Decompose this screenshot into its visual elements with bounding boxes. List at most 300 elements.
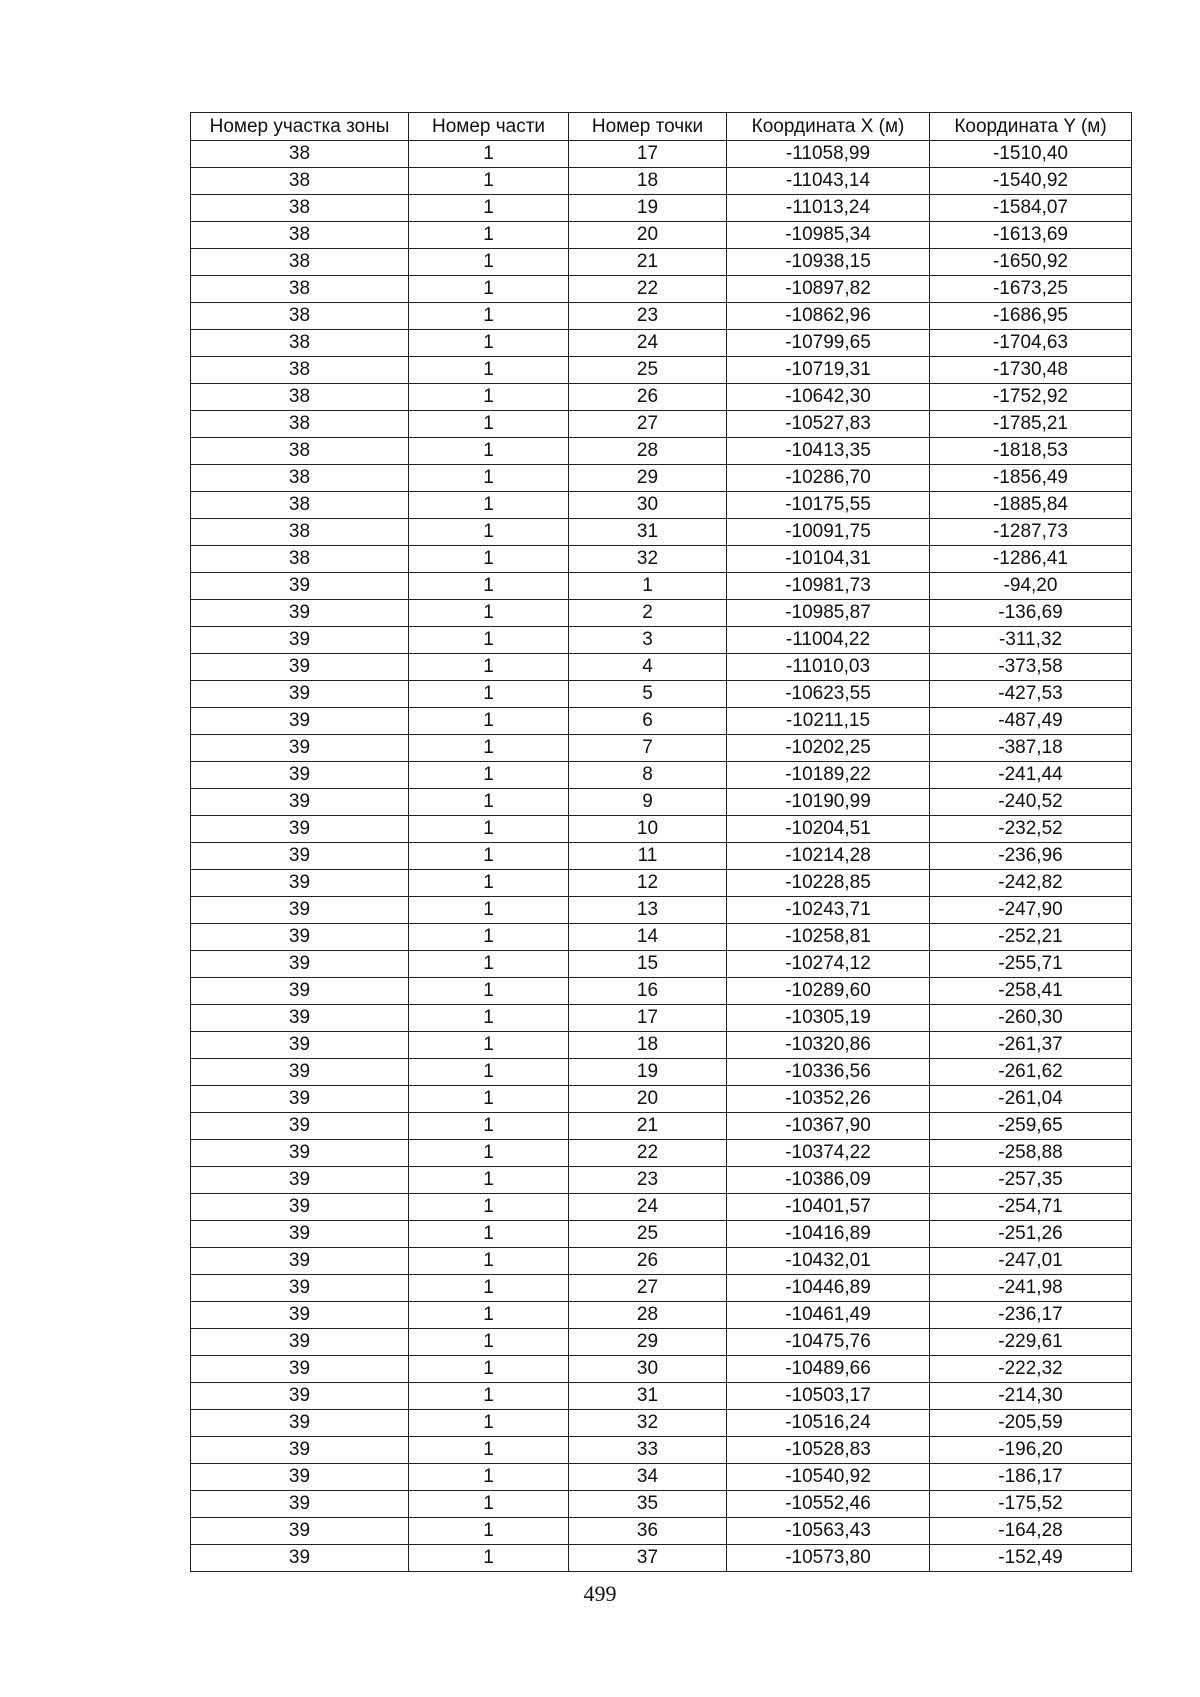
cell-coordinate-x: -10274,12 [727, 951, 930, 978]
cell-part-number: 1 [409, 897, 569, 924]
cell-coordinate-x: -10243,71 [727, 897, 930, 924]
table-row [191, 249, 1132, 276]
cell-coordinate-x: -10386,09 [727, 1167, 930, 1194]
cell-point-number: 22 [569, 276, 727, 303]
cell-coordinate-y: -1818,53 [930, 438, 1132, 465]
cell-part-number: 1 [409, 1491, 569, 1518]
cell-zone-section: 39 [191, 1140, 409, 1167]
cell-coordinate-y: -1704,63 [930, 330, 1132, 357]
cell-part-number: 1 [409, 1248, 569, 1275]
cell-zone-section: 39 [191, 1464, 409, 1491]
cell-point-number: 27 [569, 411, 727, 438]
cell-part-number: 1 [409, 330, 569, 357]
table-row [191, 465, 1132, 492]
table-header [191, 113, 1132, 141]
table-row [191, 654, 1132, 681]
cell-part-number: 1 [409, 1194, 569, 1221]
cell-coordinate-x: -10475,76 [727, 1329, 930, 1356]
cell-part-number: 1 [409, 573, 569, 600]
cell-coordinate-y: -255,71 [930, 951, 1132, 978]
cell-zone-section: 38 [191, 357, 409, 384]
table-row [191, 1275, 1132, 1302]
cell-point-number: 7 [569, 735, 727, 762]
cell-zone-section: 39 [191, 654, 409, 681]
cell-point-number: 17 [569, 141, 727, 168]
cell-coordinate-y: -1785,21 [930, 411, 1132, 438]
cell-part-number: 1 [409, 1005, 569, 1032]
cell-zone-section: 39 [191, 1275, 409, 1302]
cell-part-number: 1 [409, 600, 569, 627]
cell-part-number: 1 [409, 1545, 569, 1572]
cell-zone-section: 39 [191, 870, 409, 897]
cell-coordinate-y: -236,17 [930, 1302, 1132, 1329]
cell-part-number: 1 [409, 654, 569, 681]
cell-part-number: 1 [409, 303, 569, 330]
cell-part-number: 1 [409, 1086, 569, 1113]
cell-coordinate-x: -10336,56 [727, 1059, 930, 1086]
cell-coordinate-y: -261,37 [930, 1032, 1132, 1059]
cell-coordinate-y: -261,62 [930, 1059, 1132, 1086]
table-row [191, 1356, 1132, 1383]
cell-part-number: 1 [409, 924, 569, 951]
cell-zone-section: 39 [191, 600, 409, 627]
cell-zone-section: 38 [191, 276, 409, 303]
cell-coordinate-y: -1885,84 [930, 492, 1132, 519]
cell-point-number: 25 [569, 1221, 727, 1248]
cell-coordinate-x: -10540,92 [727, 1464, 930, 1491]
cell-coordinate-x: -11013,24 [727, 195, 930, 222]
cell-point-number: 36 [569, 1518, 727, 1545]
cell-coordinate-y: -247,90 [930, 897, 1132, 924]
cell-coordinate-x: -11004,22 [727, 627, 930, 654]
cell-point-number: 23 [569, 303, 727, 330]
cell-part-number: 1 [409, 951, 569, 978]
cell-point-number: 31 [569, 1383, 727, 1410]
cell-coordinate-x: -10367,90 [727, 1113, 930, 1140]
cell-point-number: 26 [569, 384, 727, 411]
cell-coordinate-x: -10862,96 [727, 303, 930, 330]
cell-zone-section: 38 [191, 168, 409, 195]
cell-coordinate-x: -10528,83 [727, 1437, 930, 1464]
cell-part-number: 1 [409, 168, 569, 195]
cell-coordinate-x: -10623,55 [727, 681, 930, 708]
cell-point-number: 21 [569, 1113, 727, 1140]
cell-zone-section: 38 [191, 330, 409, 357]
cell-coordinate-x: -10527,83 [727, 411, 930, 438]
cell-coordinate-x: -10190,99 [727, 789, 930, 816]
cell-coordinate-x: -10981,73 [727, 573, 930, 600]
cell-coordinate-y: -1856,49 [930, 465, 1132, 492]
cell-part-number: 1 [409, 195, 569, 222]
cell-coordinate-x: -10642,30 [727, 384, 930, 411]
cell-zone-section: 39 [191, 1545, 409, 1572]
cell-zone-section: 38 [191, 303, 409, 330]
cell-point-number: 24 [569, 1194, 727, 1221]
cell-point-number: 37 [569, 1545, 727, 1572]
cell-coordinate-y: -1584,07 [930, 195, 1132, 222]
table-row [191, 789, 1132, 816]
cell-coordinate-y: -258,41 [930, 978, 1132, 1005]
table-row [191, 519, 1132, 546]
cell-zone-section: 39 [191, 1356, 409, 1383]
table-row [191, 222, 1132, 249]
cell-coordinate-y: -487,49 [930, 708, 1132, 735]
cell-coordinate-x: -10446,89 [727, 1275, 930, 1302]
table-row [191, 573, 1132, 600]
cell-part-number: 1 [409, 627, 569, 654]
cell-zone-section: 38 [191, 411, 409, 438]
table-row [191, 330, 1132, 357]
table-row [191, 1086, 1132, 1113]
cell-coordinate-y: -1286,41 [930, 546, 1132, 573]
cell-coordinate-y: -242,82 [930, 870, 1132, 897]
cell-coordinate-x: -10401,57 [727, 1194, 930, 1221]
table-row [191, 492, 1132, 519]
cell-part-number: 1 [409, 1275, 569, 1302]
table-row [191, 1329, 1132, 1356]
cell-part-number: 1 [409, 276, 569, 303]
cell-part-number: 1 [409, 1437, 569, 1464]
cell-point-number: 13 [569, 897, 727, 924]
cell-coordinate-y: -241,98 [930, 1275, 1132, 1302]
table-row [191, 735, 1132, 762]
header-row [191, 113, 1132, 141]
cell-point-number: 2 [569, 600, 727, 627]
cell-part-number: 1 [409, 843, 569, 870]
cell-coordinate-y: -1287,73 [930, 519, 1132, 546]
cell-zone-section: 39 [191, 789, 409, 816]
cell-point-number: 28 [569, 438, 727, 465]
cell-coordinate-x: -10461,49 [727, 1302, 930, 1329]
cell-part-number: 1 [409, 1410, 569, 1437]
cell-point-number: 26 [569, 1248, 727, 1275]
table-row [191, 897, 1132, 924]
cell-part-number: 1 [409, 411, 569, 438]
cell-part-number: 1 [409, 708, 569, 735]
cell-zone-section: 39 [191, 1059, 409, 1086]
cell-zone-section: 38 [191, 384, 409, 411]
cell-zone-section: 38 [191, 492, 409, 519]
cell-coordinate-x: -10938,15 [727, 249, 930, 276]
coordinates-table [190, 112, 1132, 1572]
cell-coordinate-y: -236,96 [930, 843, 1132, 870]
cell-coordinate-y: -1730,48 [930, 357, 1132, 384]
cell-point-number: 1 [569, 573, 727, 600]
cell-coordinate-y: -387,18 [930, 735, 1132, 762]
cell-point-number: 4 [569, 654, 727, 681]
table-body [191, 141, 1132, 1572]
cell-coordinate-x: -10489,66 [727, 1356, 930, 1383]
cell-zone-section: 39 [191, 1167, 409, 1194]
cell-point-number: 24 [569, 330, 727, 357]
cell-part-number: 1 [409, 384, 569, 411]
cell-zone-section: 39 [191, 843, 409, 870]
cell-point-number: 15 [569, 951, 727, 978]
cell-point-number: 6 [569, 708, 727, 735]
cell-coordinate-x: -10374,22 [727, 1140, 930, 1167]
cell-coordinate-x: -10563,43 [727, 1518, 930, 1545]
cell-coordinate-x: -10352,26 [727, 1086, 930, 1113]
cell-point-number: 12 [569, 870, 727, 897]
cell-part-number: 1 [409, 1032, 569, 1059]
table-row [191, 1113, 1132, 1140]
table-row [191, 1005, 1132, 1032]
cell-point-number: 35 [569, 1491, 727, 1518]
cell-coordinate-x: -10228,85 [727, 870, 930, 897]
cell-zone-section: 39 [191, 1032, 409, 1059]
table-row [191, 1545, 1132, 1572]
table-row [191, 1167, 1132, 1194]
table-row [191, 924, 1132, 951]
cell-coordinate-y: -1510,40 [930, 141, 1132, 168]
cell-coordinate-x: -11058,99 [727, 141, 930, 168]
cell-point-number: 14 [569, 924, 727, 951]
cell-coordinate-x: -10985,87 [727, 600, 930, 627]
cell-point-number: 34 [569, 1464, 727, 1491]
cell-zone-section: 38 [191, 465, 409, 492]
cell-zone-section: 38 [191, 249, 409, 276]
cell-point-number: 19 [569, 195, 727, 222]
cell-coordinate-y: -1540,92 [930, 168, 1132, 195]
table-row [191, 1464, 1132, 1491]
cell-coordinate-x: -10091,75 [727, 519, 930, 546]
header-part-number: Номер части [409, 113, 569, 141]
cell-part-number: 1 [409, 1302, 569, 1329]
cell-part-number: 1 [409, 1113, 569, 1140]
cell-part-number: 1 [409, 357, 569, 384]
cell-point-number: 29 [569, 465, 727, 492]
table-row [191, 708, 1132, 735]
cell-coordinate-x: -10258,81 [727, 924, 930, 951]
cell-point-number: 29 [569, 1329, 727, 1356]
cell-part-number: 1 [409, 519, 569, 546]
cell-zone-section: 39 [191, 627, 409, 654]
header-coordinate-x: Координата X (м) [727, 113, 930, 141]
table-row [191, 357, 1132, 384]
cell-coordinate-y: -1686,95 [930, 303, 1132, 330]
cell-point-number: 25 [569, 357, 727, 384]
cell-coordinate-y: -241,44 [930, 762, 1132, 789]
cell-coordinate-x: -10204,51 [727, 816, 930, 843]
table-row [191, 1140, 1132, 1167]
header-zone-section: Номер участка зоны [191, 113, 409, 141]
cell-part-number: 1 [409, 546, 569, 573]
cell-coordinate-x: -10305,19 [727, 1005, 930, 1032]
table-row [191, 1410, 1132, 1437]
cell-coordinate-y: -214,30 [930, 1383, 1132, 1410]
cell-part-number: 1 [409, 735, 569, 762]
cell-point-number: 22 [569, 1140, 727, 1167]
cell-zone-section: 39 [191, 708, 409, 735]
cell-point-number: 10 [569, 816, 727, 843]
cell-zone-section: 39 [191, 924, 409, 951]
cell-coordinate-x: -10211,15 [727, 708, 930, 735]
table-row [191, 1518, 1132, 1545]
cell-coordinate-y: -260,30 [930, 1005, 1132, 1032]
table-row [191, 762, 1132, 789]
table-row [191, 870, 1132, 897]
cell-coordinate-y: -222,32 [930, 1356, 1132, 1383]
cell-part-number: 1 [409, 465, 569, 492]
table-row [191, 546, 1132, 573]
cell-zone-section: 39 [191, 1437, 409, 1464]
cell-part-number: 1 [409, 1140, 569, 1167]
cell-part-number: 1 [409, 1329, 569, 1356]
cell-point-number: 19 [569, 1059, 727, 1086]
table-row [191, 1437, 1132, 1464]
cell-part-number: 1 [409, 141, 569, 168]
cell-zone-section: 39 [191, 1086, 409, 1113]
cell-coordinate-y: -1752,92 [930, 384, 1132, 411]
cell-point-number: 20 [569, 1086, 727, 1113]
header-point-number: Номер точки [569, 113, 727, 141]
cell-point-number: 16 [569, 978, 727, 1005]
cell-zone-section: 39 [191, 978, 409, 1005]
table-row [191, 600, 1132, 627]
cell-coordinate-x: -10897,82 [727, 276, 930, 303]
cell-coordinate-x: -10719,31 [727, 357, 930, 384]
cell-zone-section: 38 [191, 519, 409, 546]
cell-zone-section: 39 [191, 1491, 409, 1518]
cell-part-number: 1 [409, 1356, 569, 1383]
cell-coordinate-x: -10189,22 [727, 762, 930, 789]
cell-coordinate-y: -252,21 [930, 924, 1132, 951]
cell-part-number: 1 [409, 870, 569, 897]
cell-coordinate-x: -10289,60 [727, 978, 930, 1005]
cell-part-number: 1 [409, 1518, 569, 1545]
cell-coordinate-y: -254,71 [930, 1194, 1132, 1221]
cell-coordinate-y: -1650,92 [930, 249, 1132, 276]
cell-zone-section: 39 [191, 816, 409, 843]
table-row [191, 438, 1132, 465]
cell-point-number: 17 [569, 1005, 727, 1032]
cell-zone-section: 39 [191, 1113, 409, 1140]
cell-part-number: 1 [409, 222, 569, 249]
cell-part-number: 1 [409, 816, 569, 843]
cell-coordinate-x: -10503,17 [727, 1383, 930, 1410]
cell-coordinate-x: -10320,86 [727, 1032, 930, 1059]
cell-coordinate-y: -247,01 [930, 1248, 1132, 1275]
table-row [191, 681, 1132, 708]
cell-part-number: 1 [409, 1464, 569, 1491]
cell-zone-section: 39 [191, 1194, 409, 1221]
cell-zone-section: 39 [191, 735, 409, 762]
table-row [191, 1248, 1132, 1275]
cell-point-number: 18 [569, 1032, 727, 1059]
cell-zone-section: 38 [191, 438, 409, 465]
cell-coordinate-y: -258,88 [930, 1140, 1132, 1167]
cell-zone-section: 39 [191, 1329, 409, 1356]
cell-zone-section: 39 [191, 1221, 409, 1248]
page-number: 499 [583, 1581, 617, 1606]
table-row [191, 1194, 1132, 1221]
cell-coordinate-y: -205,59 [930, 1410, 1132, 1437]
cell-coordinate-x: -10104,31 [727, 546, 930, 573]
cell-coordinate-y: -251,26 [930, 1221, 1132, 1248]
cell-point-number: 30 [569, 1356, 727, 1383]
table-row [191, 816, 1132, 843]
cell-part-number: 1 [409, 978, 569, 1005]
cell-coordinate-x: -10416,89 [727, 1221, 930, 1248]
cell-coordinate-x: -10799,65 [727, 330, 930, 357]
cell-coordinate-x: -11010,03 [727, 654, 930, 681]
table-row [191, 168, 1132, 195]
cell-zone-section: 39 [191, 1248, 409, 1275]
cell-zone-section: 39 [191, 681, 409, 708]
cell-coordinate-y: -261,04 [930, 1086, 1132, 1113]
cell-zone-section: 39 [191, 1005, 409, 1032]
cell-part-number: 1 [409, 438, 569, 465]
cell-point-number: 33 [569, 1437, 727, 1464]
cell-zone-section: 39 [191, 1410, 409, 1437]
cell-part-number: 1 [409, 492, 569, 519]
cell-part-number: 1 [409, 1221, 569, 1248]
cell-coordinate-x: -10573,80 [727, 1545, 930, 1572]
table-row [191, 303, 1132, 330]
table-row [191, 951, 1132, 978]
table-row [191, 384, 1132, 411]
cell-point-number: 9 [569, 789, 727, 816]
cell-coordinate-x: -11043,14 [727, 168, 930, 195]
cell-zone-section: 39 [191, 897, 409, 924]
cell-coordinate-y: -175,52 [930, 1491, 1132, 1518]
table-row [191, 1383, 1132, 1410]
cell-point-number: 23 [569, 1167, 727, 1194]
cell-part-number: 1 [409, 789, 569, 816]
table-row [191, 1221, 1132, 1248]
cell-coordinate-x: -10286,70 [727, 465, 930, 492]
cell-coordinate-x: -10432,01 [727, 1248, 930, 1275]
cell-point-number: 30 [569, 492, 727, 519]
cell-point-number: 27 [569, 1275, 727, 1302]
cell-zone-section: 39 [191, 573, 409, 600]
cell-coordinate-y: -152,49 [930, 1545, 1132, 1572]
cell-coordinate-x: -10552,46 [727, 1491, 930, 1518]
cell-point-number: 21 [569, 249, 727, 276]
cell-zone-section: 38 [191, 195, 409, 222]
cell-zone-section: 39 [191, 1518, 409, 1545]
cell-zone-section: 39 [191, 1383, 409, 1410]
cell-coordinate-y: -311,32 [930, 627, 1132, 654]
cell-coordinate-y: -259,65 [930, 1113, 1132, 1140]
table-row [191, 843, 1132, 870]
cell-point-number: 11 [569, 843, 727, 870]
cell-part-number: 1 [409, 249, 569, 276]
cell-coordinate-x: -10413,35 [727, 438, 930, 465]
table-row [191, 978, 1132, 1005]
cell-coordinate-y: -232,52 [930, 816, 1132, 843]
cell-point-number: 32 [569, 1410, 727, 1437]
table-row [191, 627, 1132, 654]
table-row [191, 195, 1132, 222]
cell-coordinate-y: -373,58 [930, 654, 1132, 681]
cell-point-number: 31 [569, 519, 727, 546]
cell-coordinate-x: -10202,25 [727, 735, 930, 762]
cell-zone-section: 38 [191, 546, 409, 573]
cell-point-number: 18 [569, 168, 727, 195]
table-row [191, 411, 1132, 438]
cell-coordinate-y: -196,20 [930, 1437, 1132, 1464]
cell-part-number: 1 [409, 681, 569, 708]
cell-zone-section: 39 [191, 1302, 409, 1329]
cell-point-number: 20 [569, 222, 727, 249]
cell-zone-section: 38 [191, 222, 409, 249]
cell-point-number: 28 [569, 1302, 727, 1329]
table-row [191, 1302, 1132, 1329]
cell-coordinate-x: -10175,55 [727, 492, 930, 519]
cell-coordinate-y: -164,28 [930, 1518, 1132, 1545]
cell-coordinate-y: -229,61 [930, 1329, 1132, 1356]
